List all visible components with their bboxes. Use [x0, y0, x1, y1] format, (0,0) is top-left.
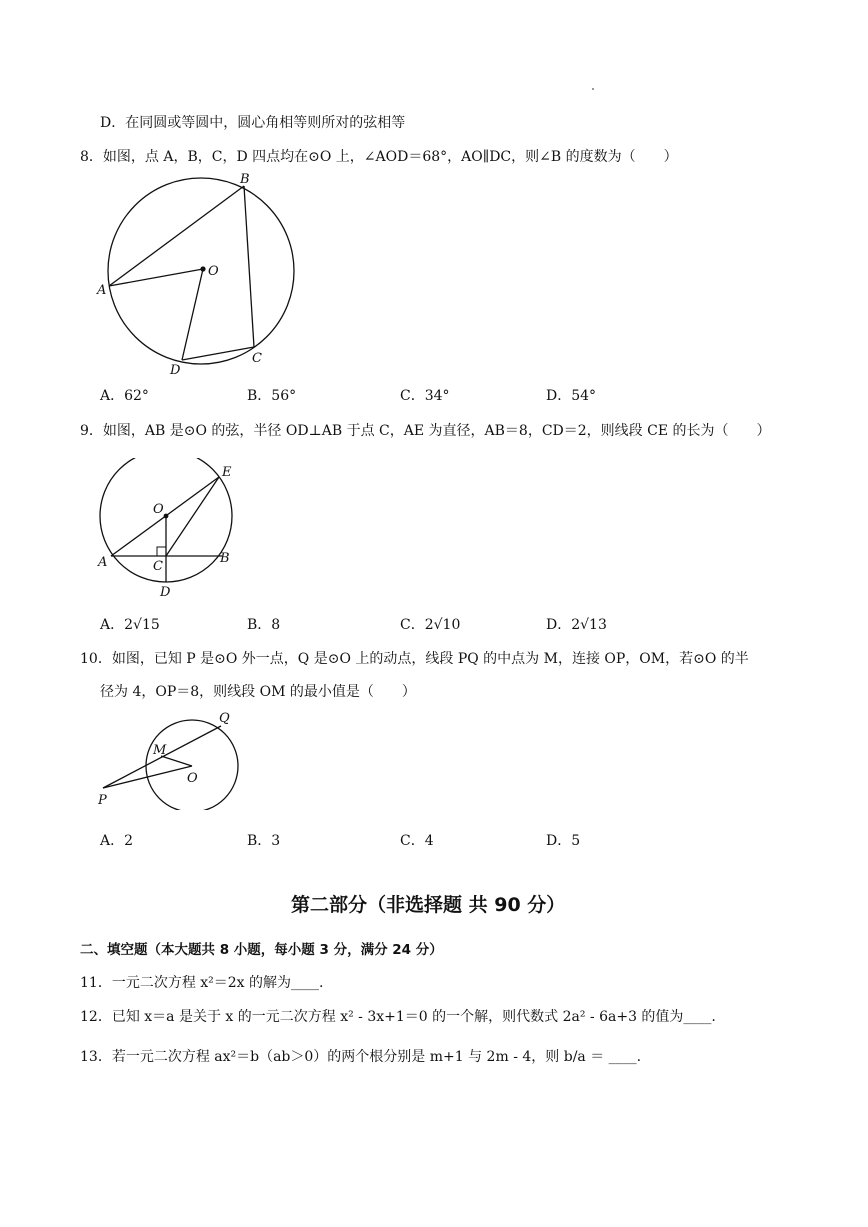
q8-segment-ao [109, 269, 203, 286]
q10-option-b[interactable]: B．3 [247, 833, 281, 849]
q8-circle [108, 178, 294, 364]
q10-label-o: O [187, 771, 198, 786]
q10-option-c[interactable]: C．4 [400, 833, 434, 849]
q10-label-m: M [153, 743, 167, 758]
q9-label-c: C [153, 559, 163, 574]
q9-option-d[interactable]: D．2√13 [546, 617, 607, 633]
q9-option-a[interactable]: A．2√15 [100, 617, 160, 633]
q8-stem: 8．如图，点 A，B，C，D 四点均在⊙O 上，∠AOD＝68°，AO∥DC，则∠B 的度数为（ ） [80, 149, 678, 165]
q9-option-c[interactable]: C．2√10 [400, 617, 461, 633]
q7-option-d: D．在同圆或等圆中，圆心角相等则所对的弦相等 [100, 115, 406, 131]
q8-option-c[interactable]: C．34° [400, 388, 450, 404]
q8-segment-ab [109, 186, 244, 286]
q13-text: 13．若一元二次方程 ax²＝b（ab＞0）的两个根分别是 m+1 与 2m - 4，则 b/a ＝ ____. [80, 1049, 642, 1065]
q8-label-c: C [252, 351, 262, 366]
q10-label-q: Q [219, 711, 230, 726]
q8-option-a[interactable]: A．62° [100, 388, 149, 404]
q10-circle [146, 720, 238, 810]
q9-label-d: D [160, 585, 171, 600]
q8-option-b[interactable]: B．56° [247, 388, 297, 404]
q10-label-p: P [98, 793, 107, 808]
q8-option-d[interactable]: D．54° [546, 388, 597, 404]
scan-speck [592, 88, 594, 90]
q8-segment-bc [244, 186, 254, 347]
q12-text: 12．已知 x＝a 是关于 x 的一元二次方程 x² - 3x+1＝0 的一个解，则代数式 2a² - 6a+3 的值为____. [80, 1009, 716, 1025]
fill-in-section-heading: 二、填空题（本大题共 8 小题，每小题 3 分，满分 24 分） [80, 942, 443, 958]
q8-label-d: D [170, 363, 181, 378]
q9-right-angle-mark [157, 547, 166, 556]
q8-label-b: B [240, 172, 250, 187]
q9-figure [92, 458, 242, 600]
q10-option-a[interactable]: A．2 [100, 833, 134, 849]
q9-stem: 9．如图，AB 是⊙O 的弦，半径 OD⊥AB 于点 C，AE 为直径，AB＝8，CD＝2，则线段 CE 的长为（ ） [80, 423, 771, 439]
q8-label-o: O [208, 264, 219, 279]
q8-figure [95, 170, 310, 382]
q10-segment-op [103, 766, 192, 788]
q9-segment-ce [166, 477, 219, 556]
q8-center-point [200, 266, 205, 271]
q10-figure [95, 708, 250, 810]
q10-stem-line2: 径为 4，OP＝8，则线段 OM 的最小值是（ ） [100, 684, 416, 700]
q9-label-e: E [222, 465, 232, 480]
q8-segment-od [182, 269, 203, 360]
q9-label-a: A [98, 555, 108, 570]
q10-stem-line1: 10．如图，已知 P 是⊙O 外一点，Q 是⊙O 上的动点，线段 PQ 的中点为 M，连接 OP，OM，若⊙O 的半 [80, 651, 749, 667]
q8-label-a: A [97, 283, 107, 298]
q9-label-o: O [153, 502, 164, 517]
part2-title: 第二部分（非选择题 共 90 分） [291, 894, 566, 916]
q9-center-point [164, 514, 169, 519]
q9-label-b: B [220, 551, 230, 566]
q9-option-b[interactable]: B．8 [247, 617, 281, 633]
q10-option-d[interactable]: D．5 [546, 833, 581, 849]
q11-text: 11．一元二次方程 x²＝2x 的解为____. [80, 975, 324, 991]
